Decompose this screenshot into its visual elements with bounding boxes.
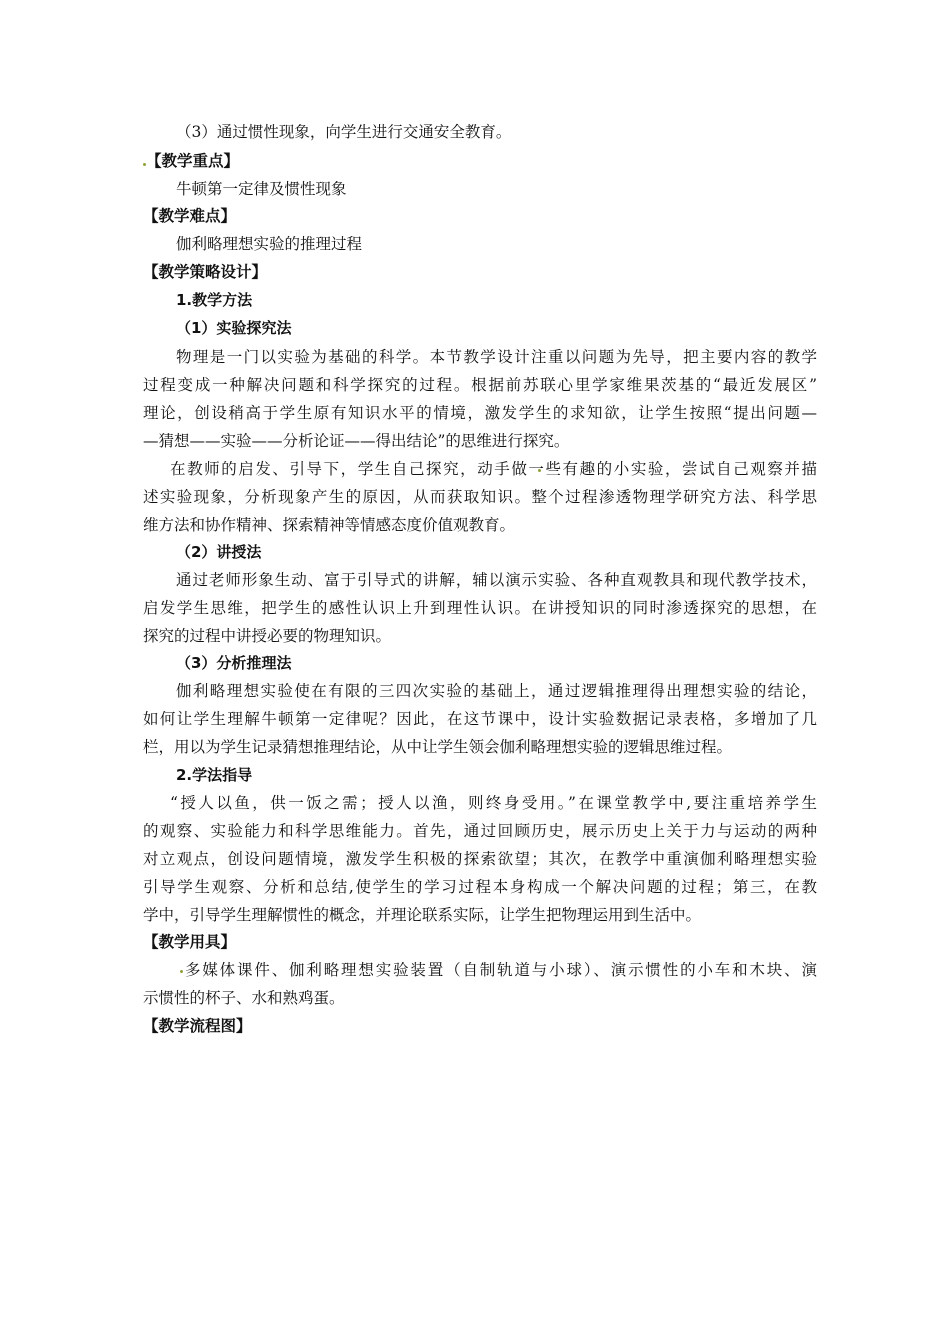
decorative-dot [180,970,183,973]
study-guide-line-4: 引导学生观察、分析和总结,使学生的学习过程本身构成一个解决问题的过程；第三，在教 [143,878,817,896]
tools-line-1: 多媒体课件、伽利略理想实验装置（自制轨道与小球）、演示惯性的小车和木块、演 [185,961,817,979]
method-1-p1-line-1: 物理是一门以实验为基础的科学。本节教学设计注重以问题为先导，把主要内容的教学 [176,348,817,366]
study-guide-line-5: 学中，引导学生理解惯性的概念，并理论联系实际，让学生把物理运用到生活中。 [143,906,702,924]
method-2-title: （2）讲授法 [176,543,262,561]
key-point-text: 牛顿第一定律及惯性现象 [176,180,347,198]
goal-item-3: （3）通过惯性现象，向学生进行交通安全教育。 [176,123,512,141]
tools-line-2: 示惯性的杯子、水和熟鸡蛋。 [143,989,345,1007]
method-3-title: （3）分析推理法 [176,654,292,672]
method-2-line-3: 探究的过程中讲授必要的物理知识。 [143,627,392,645]
strategy-heading: 【教学策略设计】 [143,263,268,281]
method-1-p1-line-3: 理论，创设稍高于学生原有知识水平的情境，激发学生的求知欲，让学生按照“提出问题— [143,404,817,422]
method-2-line-1: 通过老师形象生动、富于引导式的讲解，辅以演示实验、各种直观教具和现代教学技术， [176,571,817,589]
study-guide-line-3: 对立观点，创设问题情境，激发学生积极的探索欲望；其次，在教学中重演伽利略理想实验 [143,850,817,868]
method-2-line-2: 启发学生思维，把学生的感性认识上升到理性认识。在讲授知识的同时渗透探究的思想，在 [143,599,817,617]
study-guide-title: 2.学法指导 [176,766,253,784]
flow-chart-heading: 【教学流程图】 [143,1017,252,1035]
method-3-line-1: 伽利略理想实验使在有限的三四次实验的基础上，通过逻辑推理得出理想实验的结论， [176,682,817,700]
study-guide-line-2: 的观察、实验能力和科学思维能力。首先，通过回顾历史，展示历史上关于力与运动的两种 [143,822,817,840]
method-1-title: （1）实验探究法 [176,319,292,337]
key-point-heading: 【教学重点】 [146,152,240,170]
method-1-p2-line-3: 维方法和协作精神、探索精神等情感态度价值观教育。 [143,516,516,534]
study-guide-line-1: “授人以鱼，供一饭之需；授人以渔，则终身受用。”在课堂教学中,要注重培养学生 [170,794,817,812]
difficulty-text: 伽利略理想实验的推理过程 [176,235,363,253]
method-1-p1-line-2: 过程变成一种解决问题和科学探究的过程。根据前苏联心里学家维果茨基的“最近发展区” [143,376,817,394]
method-1-p2-line-2: 述实验现象，分析现象产生的原因，从而获取知识。整个过程渗透物理学研究方法、科学思 [143,488,817,506]
method-1-p2-line-1: 在教师的启发、引导下，学生自己探究，动手做一些有趣的小实验，尝试自己观察并描 [170,460,817,478]
method-3-line-2: 如何让学生理解牛顿第一定律呢？因此，在这节课中，设计实验数据记录表格，多增加了几 [143,710,817,728]
method-3-line-3: 栏，用以为学生记录猜想推理结论，从中让学生领会伽利略理想实验的逻辑思维过程。 [143,738,733,756]
tools-heading: 【教学用具】 [143,933,237,951]
methods-title: 1.教学方法 [176,291,253,309]
method-1-p1-line-4: —猜想——实验——分析论证——得出结论”的思维进行探究。 [143,432,570,450]
difficulty-heading: 【教学难点】 [143,207,237,225]
